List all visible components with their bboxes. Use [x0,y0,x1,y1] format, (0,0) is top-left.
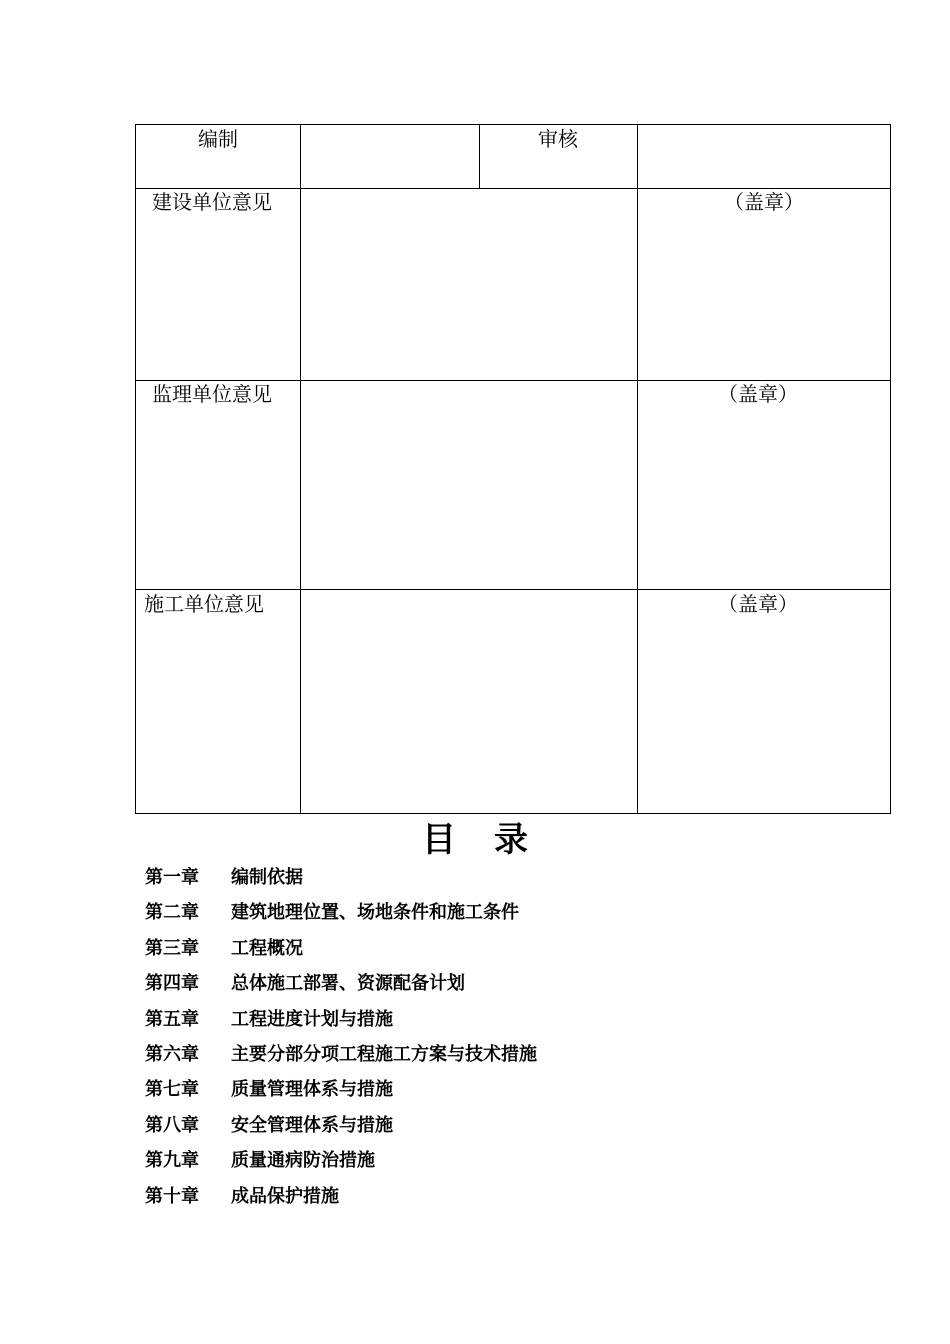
toc-item[interactable] [145,901,845,936]
owner-opinion-content-cell[interactable] [300,188,638,381]
owner-opinion-label-cell [135,188,301,381]
toc-item-title: 安全管理体系与措施 [231,1114,393,1136]
toc-chapter: 第九章 [145,1150,199,1172]
toc-item[interactable] [145,1149,845,1184]
compile-value-cell[interactable] [300,124,480,189]
toc-item-title: 工程进度计划与措施 [231,1008,393,1030]
toc-chapter: 第三章 [145,937,199,959]
contractor-stamp-cell [637,589,891,814]
toc-item[interactable] [145,1043,845,1078]
toc-item[interactable] [145,937,845,972]
toc-item-title: 建筑地理位置、场地条件和施工条件 [231,902,519,924]
toc-item-title: 质量通病防治措施 [231,1150,375,1172]
owner-stamp-cell [637,188,891,381]
contractor-opinion-label-cell [135,589,301,814]
toc-chapter: 第十章 [145,1185,199,1207]
compile-label-cell [135,124,301,189]
toc-item[interactable] [145,1114,845,1149]
supervisor-stamp-cell [637,380,891,590]
supervisor-stamp-label: （盖章） [718,382,798,406]
review-label: 审核 [538,127,578,151]
toc-chapter: 第六章 [145,1043,199,1065]
toc-title: 目录 [422,820,566,860]
contractor-opinion-label: 施工单位意见 [144,592,264,616]
contractor-stamp-label: （盖章） [718,592,798,616]
compile-label: 编制 [198,127,238,151]
toc-item[interactable] [145,1008,845,1043]
toc-item-title: 编制依据 [231,867,303,888]
toc-chapter: 第二章 [145,902,199,924]
toc-item-title: 成品保护措施 [231,1185,339,1207]
toc-list [145,866,845,1220]
owner-opinion-label: 建设单位意见 [152,190,272,214]
owner-stamp-label: （盖章） [724,190,804,214]
toc-item-title: 工程概况 [231,937,303,959]
toc-chapter: 第八章 [145,1114,199,1136]
toc-chapter: 第五章 [145,1008,199,1030]
toc-item[interactable] [145,1185,845,1220]
contractor-opinion-content-cell[interactable] [300,589,638,814]
approval-table [135,124,891,814]
supervisor-opinion-label: 监理单位意见 [152,382,272,406]
toc-chapter: 第四章 [145,973,199,995]
review-value-cell[interactable] [637,124,891,189]
toc-chapter: 第七章 [145,1079,199,1101]
toc-chapter: 第一章 [145,867,199,888]
toc-item-title: 主要分部分项工程施工方案与技术措施 [231,1043,537,1065]
toc-item[interactable] [145,1078,845,1113]
review-label-cell [479,124,638,189]
supervisor-opinion-content-cell[interactable] [300,380,638,590]
toc-item-title: 质量管理体系与措施 [231,1079,393,1101]
toc-item[interactable] [145,866,845,901]
supervisor-opinion-label-cell [135,380,301,590]
toc-item[interactable] [145,972,845,1007]
toc-item-title: 总体施工部署、资源配备计划 [231,973,465,995]
